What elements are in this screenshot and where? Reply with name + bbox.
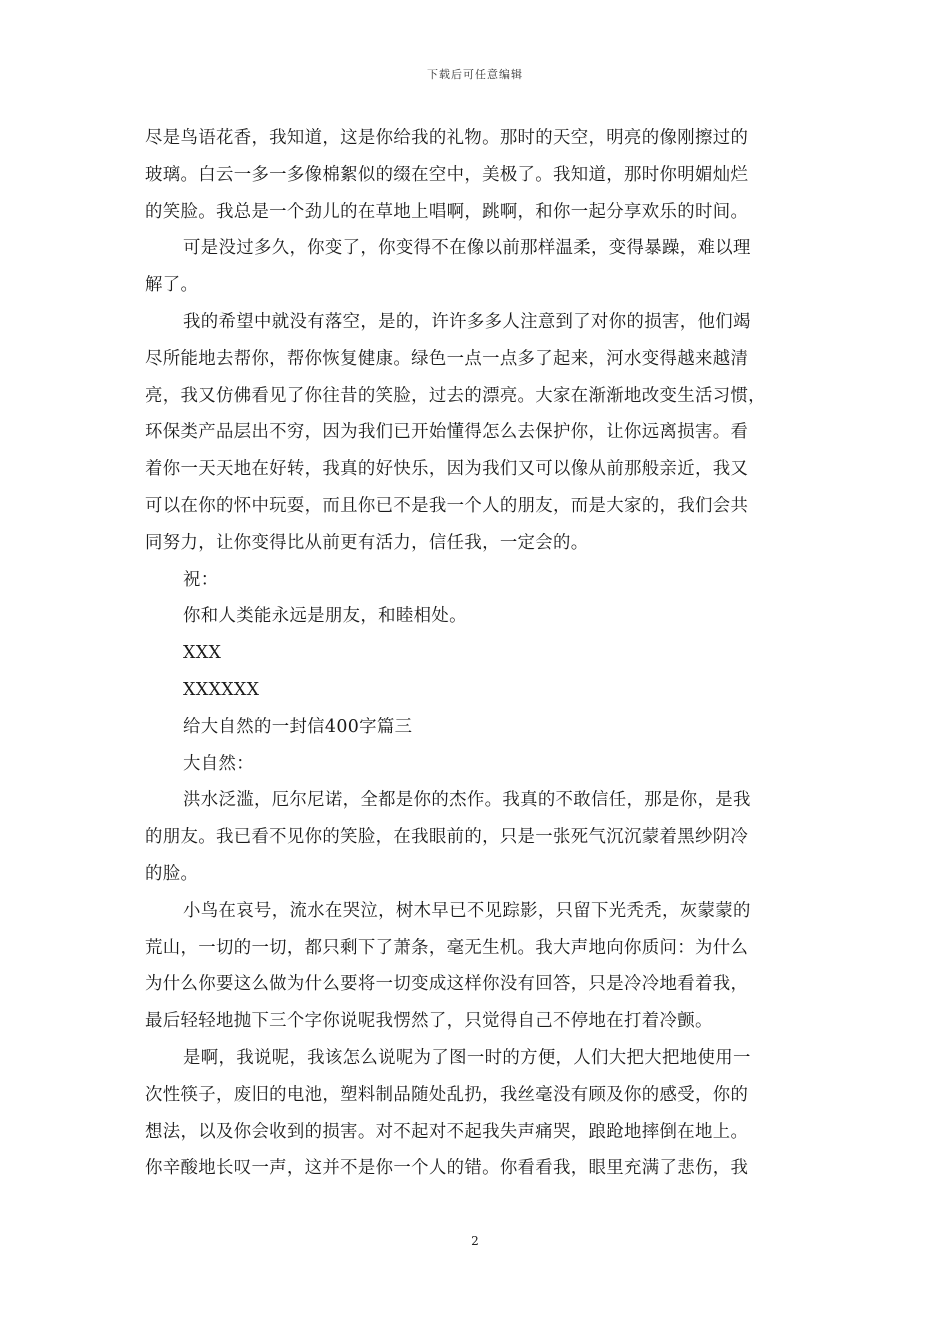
text-line: 想法，以及你会收到的损害。对不起对不起我失声痛哭，踉跄地摔倒在地上。 xyxy=(145,1121,749,1142)
text-line: 给大自然的一封信400字篇三 xyxy=(183,716,413,737)
text-line: 为什么你要这么做为什么要将一切变成这样你没有回答，只是冷冷地看着我， xyxy=(145,974,749,995)
text-line: 的脸。 xyxy=(145,863,199,884)
page-number: 2 xyxy=(471,1234,479,1248)
text-line: 荒山，一切的一切，都只剩下了萧条，毫无生机。我大声地向你质问：为什么 xyxy=(145,937,749,958)
text-line: 尽所能地去帮你，帮你恢复健康。绿色一点一点多了起来，河水变得越来越清 xyxy=(145,348,749,369)
text-line: 可是没过多久，你变了，你变得不在像以前那样温柔，变得暴躁，难以理 xyxy=(183,238,751,259)
document-body xyxy=(145,120,810,1187)
text-line: 着你一天天地在好转，我真的好快乐，因为我们又可以像从前那般亲近，我又 xyxy=(145,459,749,480)
text-line: 次性筷子，废旧的电池，塑料制品随处乱扔，我丝毫没有顾及你的感受，你的 xyxy=(145,1084,749,1105)
text-line: 我的希望中就没有落空，是的，许许多多人注意到了对你的损害，他们竭 xyxy=(183,311,751,332)
text-line: 最后轻轻地抛下三个字你说呢我愣然了，只觉得自己不停地在打着冷颤。 xyxy=(145,1011,713,1032)
text-line: 可以在你的怀中玩耍，而且你已不是我一个人的朋友，而是大家的，我们会共 xyxy=(145,495,749,516)
text-line: 解了。 xyxy=(145,275,199,296)
text-line: 环保类产品层出不穷，因为我们已开始懂得怎么去保护你，让你远离损害。看 xyxy=(145,422,749,443)
text-line: 玻璃。白云一多一多像棉絮似的缀在空中，美极了。我知道，那时你明媚灿烂 xyxy=(145,164,749,185)
text-line: 是啊，我说呢，我该怎么说呢为了图一时的方便，人们大把大把地使用一 xyxy=(183,1047,751,1068)
text-line: XXX xyxy=(183,643,222,664)
text-line: 的朋友。我已看不见你的笑脸，在我眼前的，只是一张死气沉沉蒙着黑纱阴冷 xyxy=(145,827,749,848)
text-line: 洪水泛滥，厄尔尼诺，全都是你的杰作。我真的不敢信任，那是你，是我 xyxy=(183,790,751,811)
text-line: XXXXXX xyxy=(183,679,260,700)
text-line: 的笑脸。我总是一个劲儿的在草地上唱啊，跳啊，和你一起分享欢乐的时间。 xyxy=(145,201,749,222)
text-line: 你和人类能永远是朋友，和睦相处。 xyxy=(183,606,467,627)
text-line: 祝： xyxy=(183,569,219,590)
text-line: 亮，我又仿佛看见了你往昔的笑脸，过去的漂亮。大家在渐渐地改变生活习惯， xyxy=(145,385,766,406)
text-line: 同努力，让你变得比从前更有活力，信任我，一定会的。 xyxy=(145,532,589,553)
text-line: 小鸟在哀号，流水在哭泣，树木早已不见踪影，只留下光秃秃，灰蒙蒙的 xyxy=(183,900,751,921)
text-line: 大自然： xyxy=(183,753,254,774)
page-header: 下载后可任意编辑 xyxy=(427,68,523,81)
text-line: 你辛酸地长叹一声，这并不是你一个人的错。你看看我，眼里充满了悲伤，我 xyxy=(145,1158,749,1179)
text-line: 尽是鸟语花香，我知道，这是你给我的礼物。那时的天空，明亮的像刚擦过的 xyxy=(145,128,749,148)
